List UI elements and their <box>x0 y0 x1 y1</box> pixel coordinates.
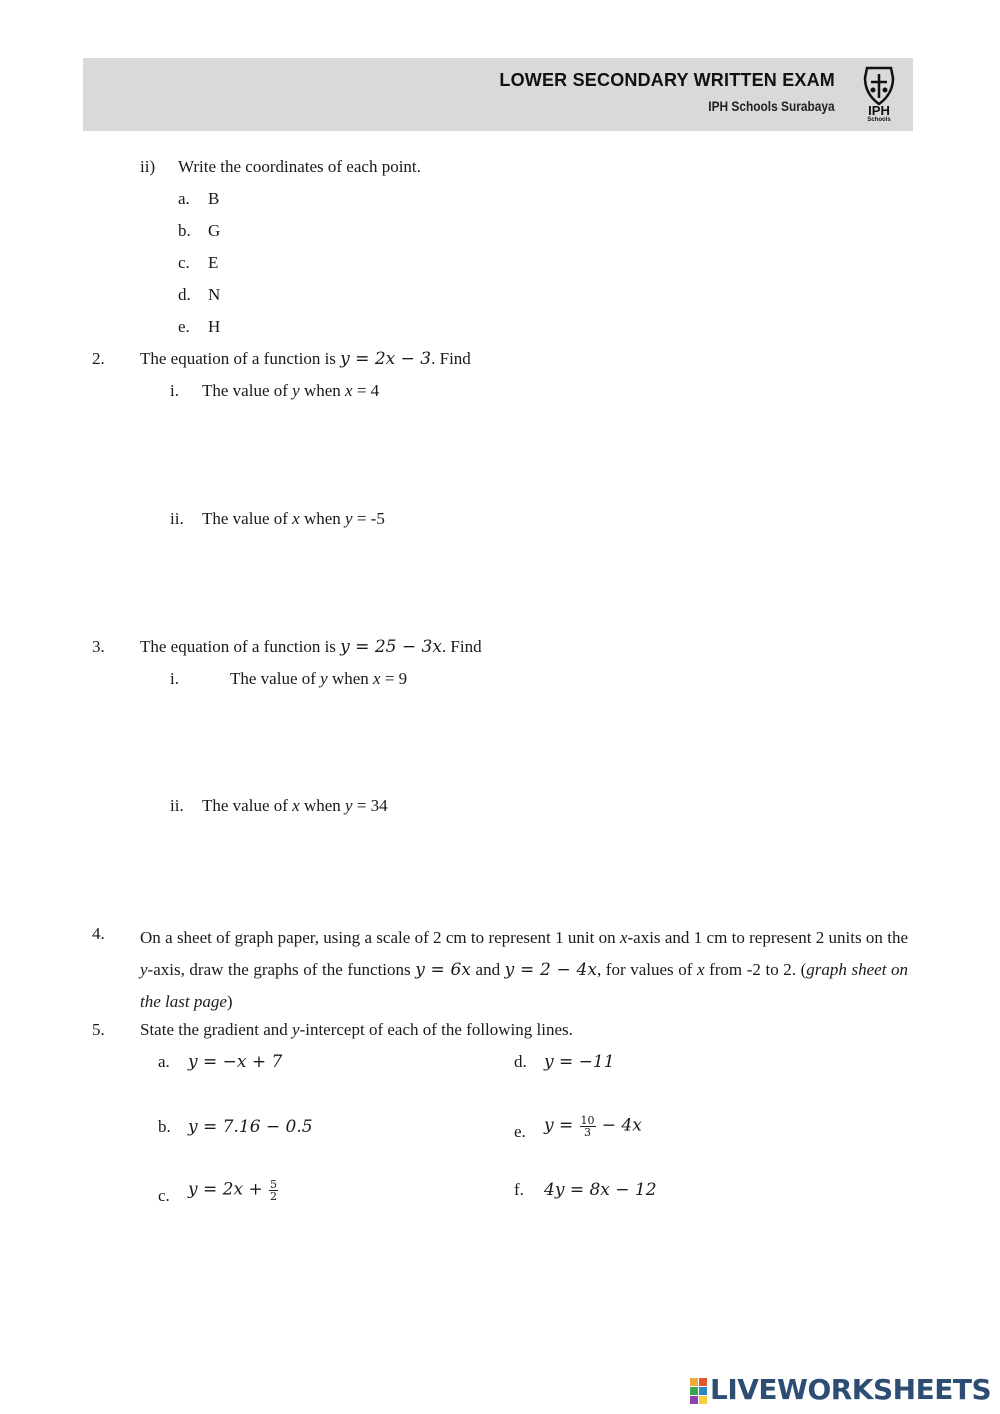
item-letter: b. <box>178 221 191 240</box>
item-letter: d. <box>178 285 191 304</box>
stem-tail: . Find <box>441 637 482 656</box>
sub-question: The value of x when y = -5 <box>202 509 385 528</box>
iph-schools-logo-icon <box>859 64 899 128</box>
question-5-stem: State the gradient and y-intercept of each of the following lines. <box>140 1020 573 1039</box>
exam-title: LOWER SECONDARY WRITTEN EXAM <box>499 70 835 90</box>
logo-subtext: Schools <box>867 117 891 123</box>
option-label: b. <box>158 1117 171 1136</box>
equation: y = 2x − 3 <box>340 349 432 369</box>
fraction: $\frac{10}{3}$ <box>580 1114 595 1139</box>
option-label: e. <box>514 1122 526 1141</box>
liveworksheets-logo-icon <box>690 1378 708 1404</box>
question-number: 3. <box>92 637 105 656</box>
sub-question: The value of y when x = 4 <box>202 381 380 400</box>
page-header <box>83 58 913 131</box>
logo-text: IPH <box>868 103 890 118</box>
item-point: G <box>208 221 221 240</box>
part-ii-prompt: Write the coordinates of each point. <box>178 157 421 176</box>
item-point: H <box>208 317 221 336</box>
equation-with-fraction: y = $\frac{10}{3}$ − 4x <box>544 1114 642 1139</box>
equation: y = −x + 7 <box>188 1052 283 1072</box>
question-4-text: On a sheet of graph paper, using a scale of 2 cm to represent 1 unit on x-axis and 1 cm to represent 2 units on the y-axis, draw the graphs of the functions y = 6x and y = 2 − 4x, for values of x from -2 to 2. (graph sheet on the last page) <box>140 928 909 1011</box>
sub-label: ii. <box>170 509 184 528</box>
stem-tail: . Find <box>431 349 471 368</box>
item-letter: a. <box>178 189 190 208</box>
option-label: c. <box>158 1186 170 1205</box>
equation: 4y = 8x − 12 <box>544 1180 657 1200</box>
question-2-stem <box>140 349 471 369</box>
sub-label: i. <box>170 669 179 688</box>
graph-sheet-note: graph sheet on the last page <box>140 960 909 1011</box>
question-number: 5. <box>92 1020 105 1039</box>
question-number: 4. <box>92 924 105 943</box>
equation: y = 2 − 4x <box>504 960 597 980</box>
question-3-stem <box>140 637 482 657</box>
item-point: B <box>208 189 220 208</box>
sub-question: The value of x when y = 34 <box>202 796 388 815</box>
sub-label: i. <box>170 381 179 400</box>
item-letter: e. <box>178 317 190 336</box>
equation: y = −11 <box>544 1052 615 1072</box>
school-name: IPH Schools Surabaya <box>708 98 835 114</box>
question-number: 2. <box>92 349 105 368</box>
equation: y = 25 − 3x <box>340 637 442 657</box>
stem-intro: The equation of a function is <box>140 349 336 368</box>
fraction: $\frac{5}{2}$ <box>269 1178 277 1203</box>
option-label: a. <box>158 1052 170 1071</box>
option-label: d. <box>514 1052 527 1071</box>
equation-with-fraction: y = 2x + $\frac{5}{2}$ <box>188 1178 277 1203</box>
option-label: f. <box>514 1180 524 1199</box>
item-point: N <box>208 285 221 304</box>
item-letter: c. <box>178 253 190 272</box>
brand-text: LIVEWORKSHEETS <box>710 1373 992 1406</box>
sub-question: The value of y when x = 9 <box>230 669 408 688</box>
equation: y = 6x <box>415 960 471 980</box>
part-ii-label: ii) <box>140 157 156 176</box>
stem-intro: The equation of a function is <box>140 637 336 656</box>
item-point: E <box>208 253 219 272</box>
equation: y = 7.16 − 0.5 <box>188 1117 313 1137</box>
sub-label: ii. <box>170 796 184 815</box>
